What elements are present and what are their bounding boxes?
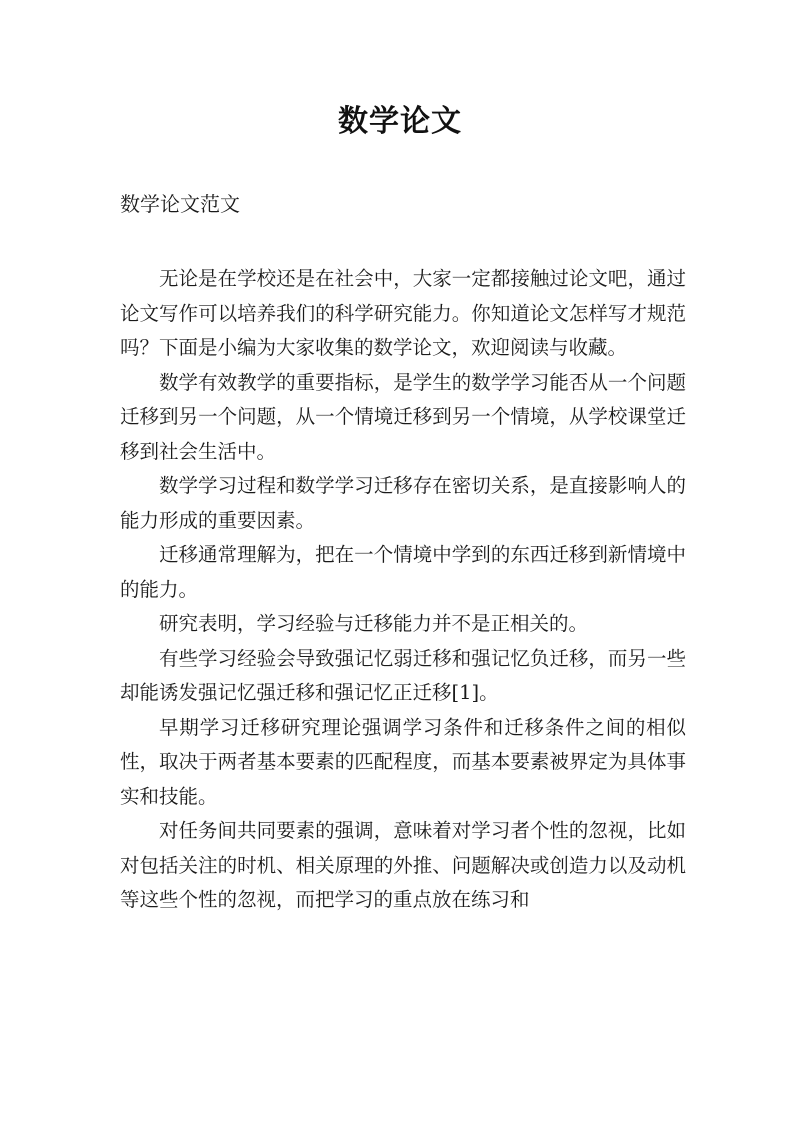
- paragraph: 早期学习迁移研究理论强调学习条件和迁移条件之间的相似性，取决于两者基本要素的匹配程度，而基本要素被界定为具体事实和技能。: [120, 715, 686, 808]
- document-subtitle: 数学论文范文: [120, 192, 240, 216]
- paragraph: 有些学习经验会导致强记忆弱迁移和强记忆负迁移，而另一些却能诱发强记忆强迁移和强记忆正迁移[1]。: [120, 646, 686, 704]
- paragraph: 对任务间共同要素的强调，意味着对学习者个性的忽视，比如对包括关注的时机、相关原理的外推、问题解决或创造力以及动机等这些个性的忽视，而把学习的重点放在练习和: [120, 819, 686, 911]
- document-body: [120, 262, 686, 918]
- paragraph: 无论是在学校还是在社会中，大家一定都接触过论文吧，通过论文写作可以培养我们的科学研究能力。你知道论文怎样写才规范吗？下面是小编为大家收集的数学论文，欢迎阅读与收藏。: [120, 267, 686, 359]
- document-title: 数学论文: [338, 104, 462, 139]
- paragraph: 研究表明，学习经验与迁移能力并不是正相关的。: [159, 612, 589, 635]
- paragraph: 数学有效教学的重要指标，是学生的数学学习能否从一个问题迁移到另一个问题，从一个情境迁移到另一个情境，从学校课堂迁移到社会生活中。: [120, 370, 686, 463]
- paragraph: 迁移通常理解为，把在一个情境中学到的东西迁移到新情境中的能力。: [120, 543, 686, 601]
- paragraph: 数学学习过程和数学学习迁移存在密切关系，是直接影响人的能力形成的重要因素。: [120, 474, 686, 532]
